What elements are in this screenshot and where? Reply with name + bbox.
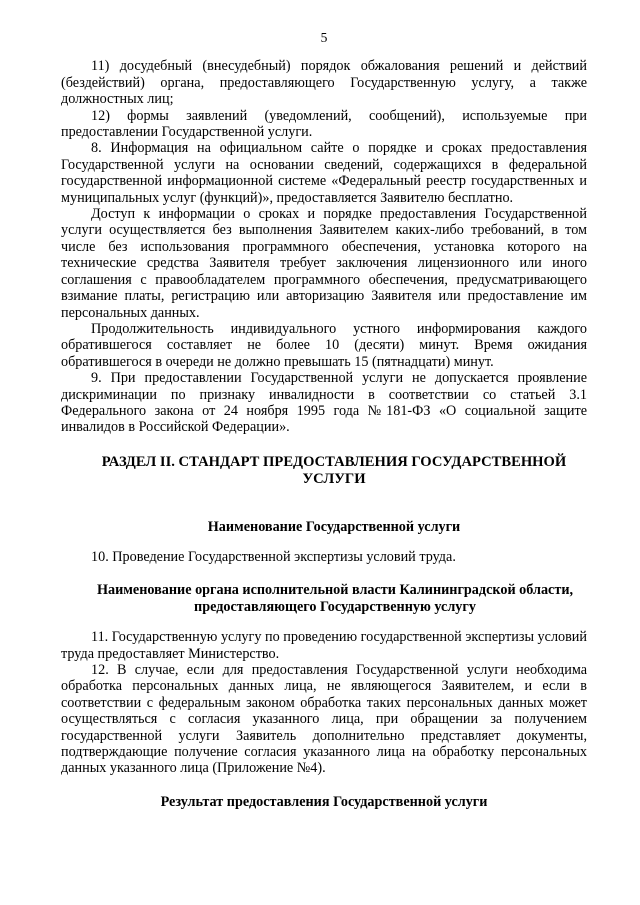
- paragraph-10-service: 10. Проведение Государственной экспертизы условий труда.: [91, 548, 456, 565]
- page-number: 5: [320, 30, 328, 45]
- paragraph-9-discrimination: 9. При предоставлении Государственной услуги не допускается проявление дискриминации по признаку инвалидности в соответствии со статьей 3.1 Федерального закона от 24 ноября 1995 года №181-ФЗ «О социальной защите инвалидов в Российской Федерации».: [61, 370, 587, 436]
- paragraph-12-personal-data: 12. В случае, если для предоставления Государственной услуги необходима обработка персональных данных лица, не являющегося Заявителем, и если в соответствии с федеральным законом обработка таких персональных данных может осуществляться с согласия указанного лица, при обращении за получением государственной услуги Заявитель дополнительно представляет документы, подтверждающие получение согласия указанного лица на обработку персональных данных указанного лица (Приложение №4).: [61, 661, 587, 777]
- paragraph-access-info: Доступ к информации о сроках и порядке предоставления Государственной услуги осуществляется без выполнения Заявителем каких-либо требований, в том числе без использования программного обеспечения, установка которого на технические средства Заявителя требует заключения лицензионного или иного соглашения с правообладателем программного обеспечения, предусматривающего взимание платы, регистрацию или авторизацию Заявителя или предоставление им персональных данных.: [61, 206, 587, 321]
- paragraph-12-forms: 12) формы заявлений (уведомлений, сообщений), используемые при предоставлении Государственной услуги.: [61, 107, 587, 141]
- paragraph-11-ministry: 11. Государственную услугу по проведению государственной экспертизы условий труда предоставляет Министерство.: [61, 629, 587, 662]
- heading-service-name: Наименование Государственной услуги: [207, 518, 461, 535]
- heading-authority: Наименование органа исполнительной власти Калининградской области, предоставляющего Государственную услугу: [96, 582, 574, 616]
- paragraph-duration: Продолжительность индивидуального устного информирования каждого обратившегося составляет не более 10 (десяти) минут. Время ожидания обратившегося в очереди не должно превышать 15 (пятнадцати) минут.: [61, 320, 587, 370]
- paragraph-8-website-info: 8. Информация на официальном сайте о порядке и сроках предоставления Государственной услуги на основании сведений, содержащихся в федеральной государственной информационной системе «Федеральный реестр государственных и муниципальных услуг (функций)», предоставляется Заявителю бесплатно.: [61, 140, 587, 206]
- heading-result: Результат предоставления Государственной услуги: [160, 793, 488, 810]
- section-title: РАЗДЕЛ II. СТАНДАРТ ПРЕДОСТАВЛЕНИЯ ГОСУДАРСТВЕННОЙ УСЛУГИ: [101, 453, 567, 487]
- paragraph-11-appeal: 11) досудебный (внесудебный) порядок обжалования решений и действий (бездействий) органа, предоставляющего Государственную услугу, а также должностных лиц;: [61, 58, 587, 108]
